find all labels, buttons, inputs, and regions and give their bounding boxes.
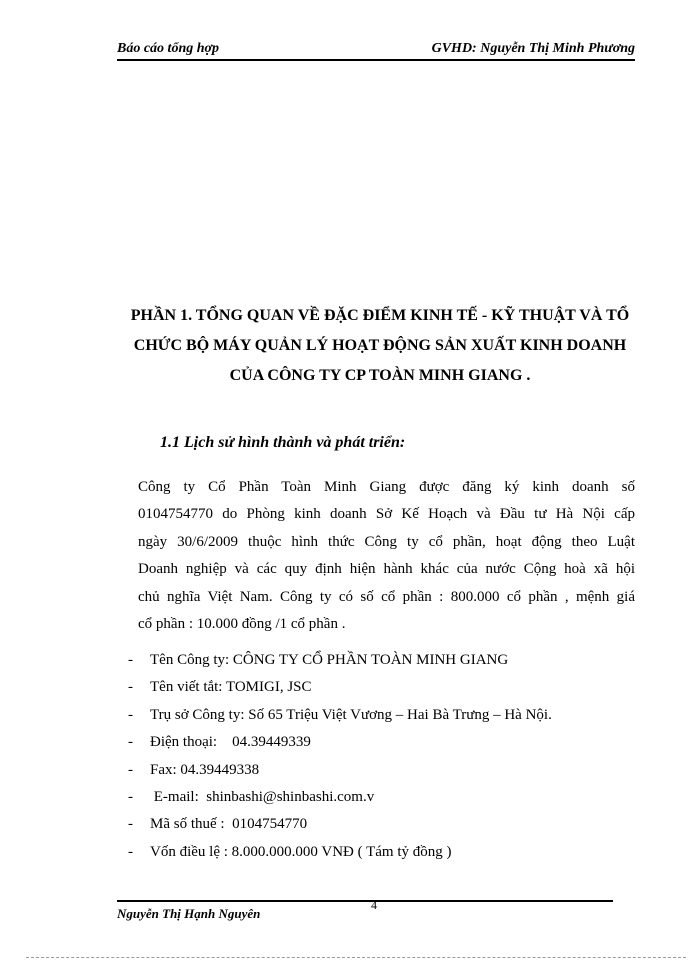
dash-bullet: - bbox=[128, 706, 133, 723]
dash-bullet: - bbox=[128, 843, 133, 860]
list-item-text: Fax: 04.39449338 bbox=[150, 761, 260, 778]
footer-rule bbox=[117, 900, 613, 902]
company-info-list bbox=[128, 647, 552, 866]
list-item bbox=[128, 757, 552, 784]
list-item-text: E-mail: shinbashi@shinbashi.com.v bbox=[150, 789, 375, 806]
page-number: 4 bbox=[371, 898, 377, 912]
chapter-title bbox=[110, 301, 650, 391]
body-paragraph bbox=[138, 474, 635, 638]
paragraph-line: 0104754770 do Phòng kinh doanh Sở Kế Hoạch và Đầu tư Hà Nội cấp bbox=[138, 506, 635, 523]
header-left: Báo cáo tổng hợp bbox=[117, 41, 220, 56]
dash-bullet: - bbox=[128, 761, 133, 778]
paragraph-line: Công ty Cổ Phần Toàn Minh Giang được đăng ký kinh doanh số bbox=[138, 479, 635, 495]
title-line: CỦA CÔNG TY CP TOÀN MINH GIANG . bbox=[229, 367, 531, 384]
list-item-text: Trụ sở Công ty: Số 65 Triệu Việt Vương – Hai Bà Trưng – Hà Nội. bbox=[150, 706, 552, 723]
list-item-text: Tên viết tắt: TOMIGI, JSC bbox=[150, 679, 312, 696]
header-right: GVHD: Nguyễn Thị Minh Phương bbox=[431, 41, 635, 56]
title-line: CHỨC BỘ MÁY QUẢN LÝ HOẠT ĐỘNG SẢN XUẤT KINH DOANH bbox=[133, 337, 627, 354]
list-item bbox=[128, 702, 552, 729]
dash-bullet: - bbox=[128, 679, 133, 696]
page-header bbox=[117, 41, 635, 61]
list-item bbox=[128, 784, 552, 811]
dash-bullet: - bbox=[128, 652, 133, 668]
list-item-text: Mã số thuế : 0104754770 bbox=[150, 816, 308, 833]
dash-bullet: - bbox=[128, 789, 133, 806]
list-item-text: Vốn điều lệ : 8.000.000.000 VNĐ ( Tám tỷ đồng ) bbox=[150, 843, 452, 860]
list-item bbox=[128, 674, 552, 701]
paragraph-line: chủ nghĩa Việt Nam. Công ty có số cổ phần : 800.000 cổ phần , mệnh giá bbox=[138, 588, 635, 605]
list-item bbox=[128, 647, 552, 674]
list-item bbox=[128, 839, 552, 866]
section-heading: 1.1 Lịch sử hình thành và phát triển: bbox=[160, 434, 406, 451]
paragraph-line: ngày 30/6/2009 thuộc hình thức Công ty cổ phần, hoạt động theo Luật bbox=[138, 533, 635, 550]
list-item-text: Điện thoại: 04.39449339 bbox=[150, 734, 311, 751]
footer-author: Nguyễn Thị Hạnh Nguyên bbox=[117, 906, 261, 921]
dash-bullet: - bbox=[128, 734, 133, 751]
page-break-line bbox=[26, 957, 686, 958]
list-item-text: Tên Công ty: CÔNG TY CỔ PHẦN TOÀN MINH GIANG bbox=[150, 652, 509, 668]
list-item bbox=[128, 811, 552, 838]
paragraph-line: Doanh nghiệp và các quy định hiện hành khác của nước Cộng hoà xã hội bbox=[138, 561, 635, 578]
dash-bullet: - bbox=[128, 816, 133, 833]
paragraph-line: cổ phần : 10.000 đồng /1 cổ phần . bbox=[138, 616, 346, 633]
title-line: PHẦN 1. TỔNG QUAN VỀ ĐẶC ĐIỂM KINH TẾ - KỸ THUẬT VÀ TỔ bbox=[130, 307, 630, 324]
list-item bbox=[128, 729, 552, 756]
